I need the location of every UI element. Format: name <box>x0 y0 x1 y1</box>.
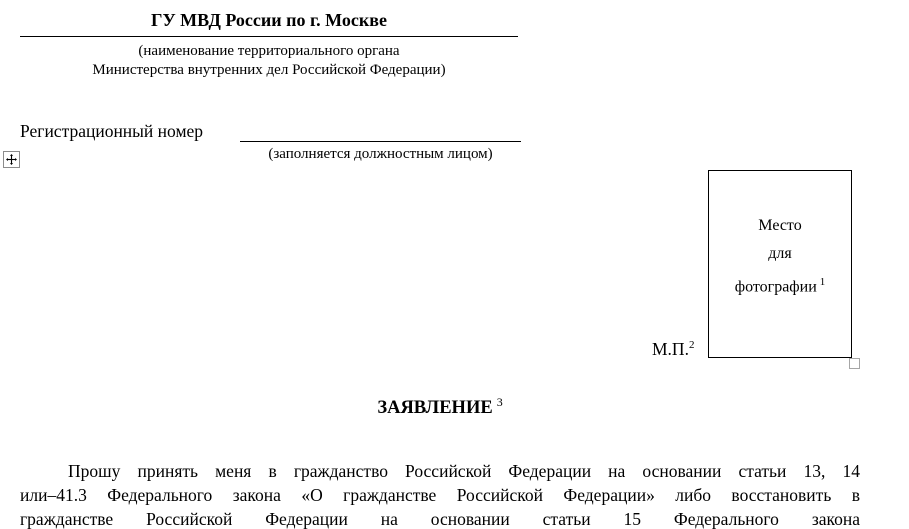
photo-placeholder-line3 <box>709 268 851 301</box>
application-paragraph <box>20 459 860 529</box>
document-title-text: ЗАЯВЛЕНИЕ <box>377 398 493 419</box>
photo-placeholder-box <box>708 170 852 358</box>
authority-caption-line2: Министерства внутренних дел Российской Федерации) <box>92 62 446 78</box>
authority-name: ГУ МВД России по г. Москве <box>20 8 518 37</box>
stamp-mark <box>652 339 694 360</box>
move-cross-icon <box>6 154 17 165</box>
stamp-label: М.П. <box>652 339 689 359</box>
photo-placeholder-line2: для <box>768 245 792 262</box>
table-move-handle[interactable] <box>3 151 20 168</box>
registration-number-label: Регистрационный номер <box>20 121 204 141</box>
header-block <box>20 8 518 80</box>
photo-placeholder-line1: Место <box>758 217 802 234</box>
photo-placeholder-line3-text: фотографии <box>734 278 817 296</box>
paragraph-line-3: гражданстве Российской Федерации на основании статьи 15 Федерального закона <box>20 509 860 529</box>
paragraph-line-2: или–41.3 Федерального закона «О гражданстве Российской Федерации» либо восстановить в <box>20 485 860 505</box>
stamp-footnote-ref: 2 <box>688 339 695 352</box>
photo-footnote-ref: 1 <box>819 276 826 288</box>
authority-caption-line1: (наименование территориального органа <box>138 43 400 59</box>
authority-caption <box>20 42 518 80</box>
paragraph-line-1: Прошу принять меня в гражданство Российской Федерации на основании статьи 13, 14 <box>68 461 860 481</box>
table-resize-handle[interactable] <box>849 358 860 369</box>
registration-caption: (заполняется должностным лицом) <box>268 146 493 162</box>
registration-number-field[interactable] <box>240 120 521 142</box>
title-footnote-ref: 3 <box>496 395 503 409</box>
document-title <box>20 395 860 419</box>
